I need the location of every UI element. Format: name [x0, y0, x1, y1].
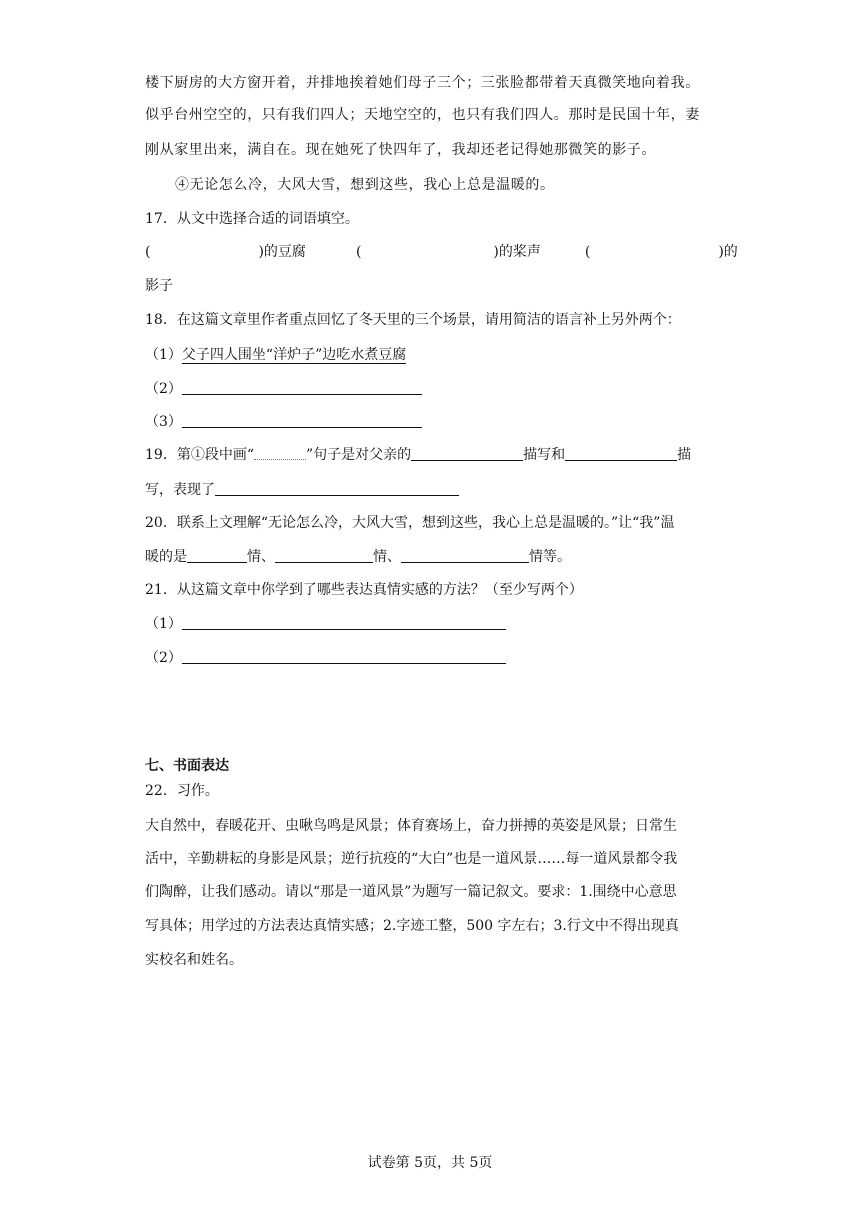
q21-item-1: [145, 614, 506, 634]
passage-line: 刚从家里出来，满自在。现在她死了快四年了，我却还老记得她那微笑的影子。: [145, 142, 656, 158]
q19-blank-3[interactable]: [215, 481, 459, 496]
q17-phrase-3: )的: [718, 244, 738, 260]
q17-open-paren-1: (: [145, 244, 151, 260]
q20-blank-3[interactable]: [401, 548, 529, 563]
q19-text-1: 19．第①段中画“: [145, 447, 254, 463]
q18-item-2: [145, 379, 422, 399]
question-20-line-1: 20．联系上文理解“无论怎么冷，大风大雪，想到这些，我心上总是温暖的。”让“我”温: [145, 515, 675, 531]
q20-text-4: 情等。: [529, 549, 571, 565]
q17-phrase-1: )的豆腐: [258, 244, 306, 260]
question-22-stem: 22．习作。: [145, 783, 219, 799]
q18-item-3-blank[interactable]: [182, 413, 422, 428]
q19-text-4: 描: [677, 447, 692, 463]
q21-item-2-blank[interactable]: [182, 649, 506, 664]
question-21-stem: 21．从这篇文章中你学到了哪些表达真情实感的方法？（至少写两个）: [145, 582, 583, 598]
q22-prompt-line: 们陶醉，让我们感动。请以“那是一道风景”为题写一篇记叙文。要求：1.围绕中心意思: [145, 884, 677, 900]
q17-open-paren-2: (: [355, 244, 362, 260]
section-7-title: 七、书面表达: [145, 758, 229, 774]
q18-item-1-answer: 父子四人围坐“洋炉子”边吃水煮豆腐: [181, 347, 407, 363]
q21-item-1-blank[interactable]: [182, 615, 506, 630]
question-20-line-2: [145, 547, 571, 567]
question-17-blanks: [145, 242, 738, 262]
q18-item-3: [145, 412, 422, 432]
q22-prompt-line: 实校名和姓名。: [145, 952, 243, 968]
q18-item-2-number: （2）: [145, 381, 182, 397]
q18-item-3-number: （3）: [145, 414, 182, 430]
question-18-stem: 18．在这篇文章里作者重点回忆了冬天里的三个场景，请用简洁的语言补上另外两个：: [145, 312, 681, 328]
q20-text-3: 情、: [373, 549, 401, 565]
page-footer: 试卷第 5页，共 5页: [367, 1155, 493, 1171]
q22-prompt-line: 大自然中，春暖花开、虫啾鸟鸣是风景；体育赛场上，奋力拼搏的英姿是风景；日常生: [145, 818, 677, 834]
q19-blank-1[interactable]: [411, 446, 523, 461]
q20-blank-1[interactable]: [187, 548, 247, 563]
question-17-stem: 17．从文中选择合适的词语填空。: [145, 211, 359, 227]
q21-item-2-number: （2）: [145, 650, 182, 666]
q19-blank-2[interactable]: [565, 446, 677, 461]
passage-paragraph-4: ④无论怎么冷，大风大雪，想到这些，我心上总是温暖的。: [175, 177, 555, 193]
passage-line: 楼下厨房的大方窗开着，并排地挨着她们母子三个；三张脸都带着天真微笑地向着我。: [145, 75, 700, 91]
q21-item-2: [145, 648, 506, 668]
q18-item-1-number: （1）: [145, 347, 182, 363]
q18-item-1: [145, 345, 406, 365]
q22-prompt-line: 活中，辛勤耕耘的身影是风景；逆行抗疫的“大白”也是一道风景……每一道风景都令我: [145, 851, 678, 867]
q18-item-2-blank[interactable]: [182, 380, 422, 395]
question-19-line-2: [145, 480, 459, 500]
q20-blank-2[interactable]: [275, 548, 373, 563]
q20-text-1: 暖的是: [145, 549, 187, 565]
q20-text-2: 情、: [247, 549, 275, 565]
q22-prompt-line: 写具体；用学过的方法表达真情实感；2.字迹工整，500 字左右；3.行文中不得出现真: [145, 918, 679, 934]
passage-line: 似乎台州空空的，只有我们四人；天地空空的，也只有我们四人。那时是民国十年，妻: [145, 107, 700, 123]
question-19-line-1: [145, 445, 691, 465]
q17-phrase-2: )的桨声: [493, 244, 541, 260]
q17-open-paren-3: (: [584, 244, 591, 260]
q19-wavy-underline-mark: [254, 447, 306, 460]
q19-text-2: ”句子是对父亲的: [305, 447, 412, 463]
q19-text-3: 描写和: [523, 447, 566, 463]
q21-item-1-number: （1）: [145, 616, 182, 632]
question-17-wrap: 影子: [145, 278, 173, 294]
q19-text-5: 写，表现了: [145, 482, 215, 498]
